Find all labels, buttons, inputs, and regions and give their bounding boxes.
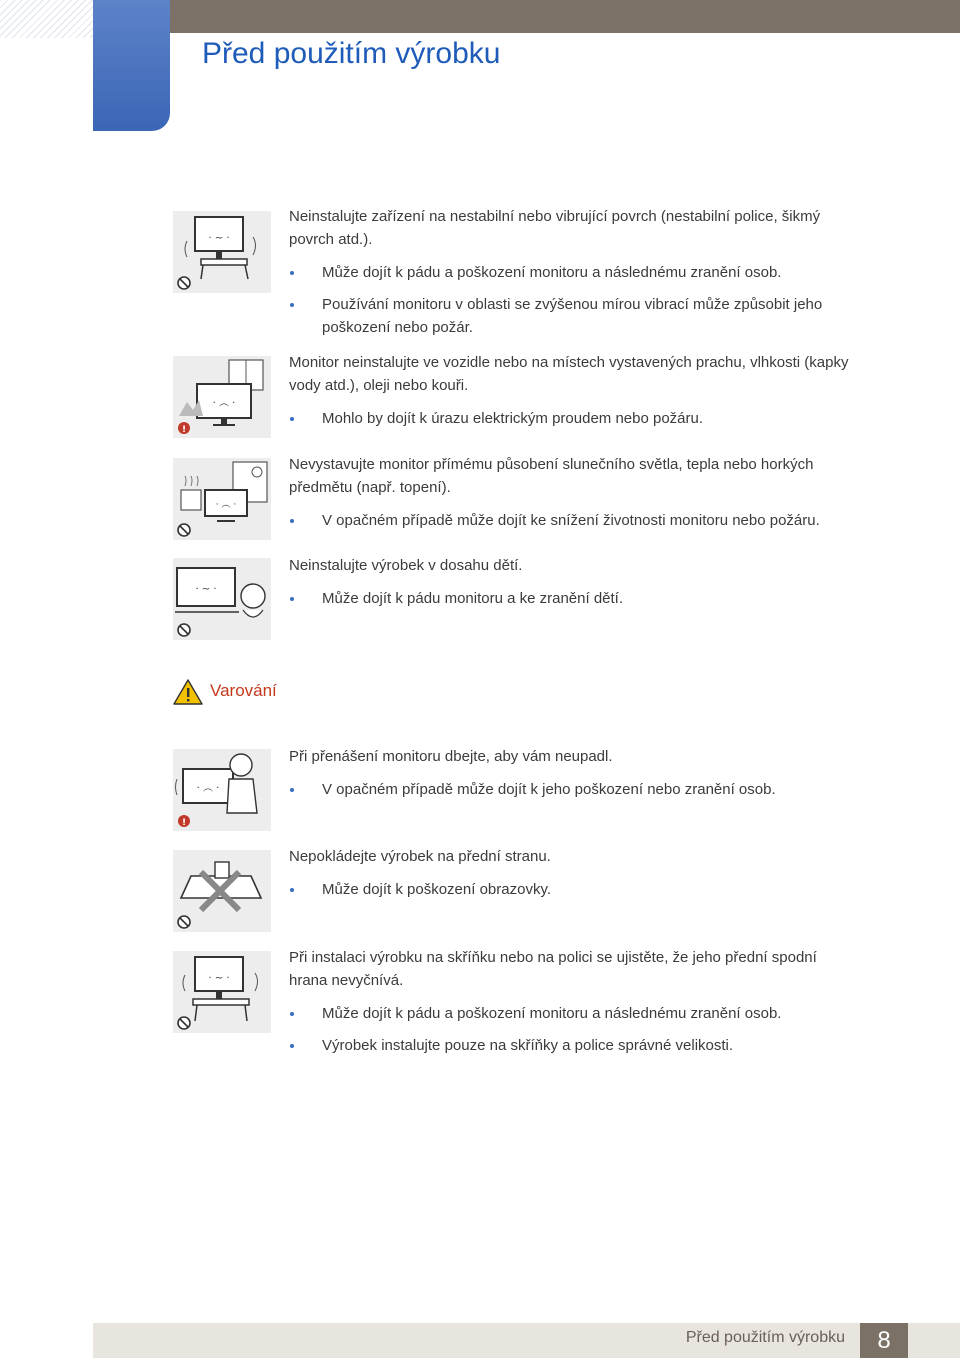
entry-text-block bbox=[289, 453, 849, 541]
entry-bullets bbox=[289, 778, 849, 801]
prohibited-icon bbox=[178, 624, 190, 636]
illustration-dusty-place bbox=[173, 356, 271, 438]
entry-text-block bbox=[289, 554, 849, 619]
bullet-item: V opačném případě může dojít ke snížení životnosti monitoru nebo požáru. bbox=[289, 509, 849, 532]
entry-text-block bbox=[289, 745, 849, 810]
mandatory-icon bbox=[178, 815, 190, 828]
svg-text:· ︵ ·: · ︵ · bbox=[196, 783, 220, 794]
entry-bullets bbox=[289, 587, 849, 610]
entry-text-block bbox=[289, 946, 849, 1066]
illustration-face-down bbox=[173, 850, 271, 932]
bullet-item: Výrobek instalujte pouze na skříňky a police správné velikosti. bbox=[289, 1034, 849, 1057]
prohibited-icon bbox=[178, 524, 190, 536]
bullet-item: Mohlo by dojít k úrazu elektrickým proudem nebo požáru. bbox=[289, 407, 849, 430]
entry-text-block bbox=[289, 351, 849, 439]
illustration-unstable-surface bbox=[173, 211, 271, 293]
footer-section-title: Před použitím výrobku bbox=[685, 1329, 845, 1346]
entry-statement: Při instalaci výrobku na skříňku nebo na polici se ujistěte, že jeho přední spodní hrana nevyčnívá. bbox=[289, 949, 817, 989]
illustration-carrying-monitor bbox=[173, 749, 271, 831]
svg-text:· ~ ·: · ~ · bbox=[208, 233, 230, 244]
bullet-item: V opačném případě může dojít k jeho poškození nebo zranění osob. bbox=[289, 778, 849, 801]
illustration-sunlight-heat bbox=[173, 458, 271, 540]
entry-statement: Monitor neinstalujte ve vozidle nebo na místech vystavených prachu, vlhkosti (kapky vody atd.), oleji nebo kouři. bbox=[289, 354, 849, 394]
entry-statement: Neinstalujte zařízení na nestabilní nebo vibrující povrch (nestabilní police, šikmý povrch atd.). bbox=[289, 208, 821, 248]
svg-text:!: ! bbox=[181, 818, 187, 828]
bullet-item: Může dojít k poškození obrazovky. bbox=[289, 878, 849, 901]
prohibited-icon bbox=[178, 277, 190, 289]
bullet-item: Používání monitoru v oblasti se zvýšenou mírou vibrací může způsobit jeho poškození nebo požár. bbox=[289, 293, 849, 339]
bullet-item: Může dojít k pádu a poškození monitoru a následnému zranění osob. bbox=[289, 261, 849, 284]
entry-statement: Nevystavujte monitor přímému působení slunečního světla, tepla nebo horkých předmětu (např. topení). bbox=[289, 456, 814, 496]
svg-text:· ~ ·: · ~ · bbox=[208, 973, 230, 984]
svg-text:· ︵ ·: · ︵ · bbox=[215, 500, 237, 510]
illustration-children bbox=[173, 558, 271, 640]
entry-bullets bbox=[289, 509, 849, 532]
entry-bullets bbox=[289, 878, 849, 901]
header-hatch bbox=[0, 0, 93, 38]
entry-bullets bbox=[289, 261, 849, 339]
svg-text:· ︵ ·: · ︵ · bbox=[212, 398, 236, 409]
warning-label: Varování bbox=[210, 681, 277, 700]
prohibited-icon bbox=[178, 1017, 190, 1029]
bullet-item: Může dojít k pádu monitoru a ke zranění dětí. bbox=[289, 587, 849, 610]
entry-text-block bbox=[289, 845, 849, 910]
entry-statement: Nepokládejte výrobek na přední stranu. bbox=[289, 848, 551, 865]
warning-triangle-icon bbox=[172, 678, 204, 706]
entry-statement: Při přenášení monitoru dbejte, aby vám neupadl. bbox=[289, 748, 613, 765]
svg-text:· ~ ·: · ~ · bbox=[195, 584, 217, 595]
entry-statement: Neinstalujte výrobek v dosahu dětí. bbox=[289, 557, 523, 574]
prohibited-icon bbox=[178, 916, 190, 928]
mandatory-icon bbox=[178, 422, 190, 435]
header-bar bbox=[93, 0, 960, 33]
entry-bullets bbox=[289, 407, 849, 430]
page-number: 8 bbox=[860, 1323, 908, 1358]
entry-bullets bbox=[289, 1002, 849, 1057]
illustration-cabinet-edge bbox=[173, 951, 271, 1033]
header-tab bbox=[93, 0, 170, 131]
entry-text-block bbox=[289, 205, 849, 348]
page-title: Před použitím výrobku bbox=[202, 37, 501, 70]
bullet-item: Může dojít k pádu a poškození monitoru a následnému zranění osob. bbox=[289, 1002, 849, 1025]
svg-text:!: ! bbox=[181, 425, 187, 435]
